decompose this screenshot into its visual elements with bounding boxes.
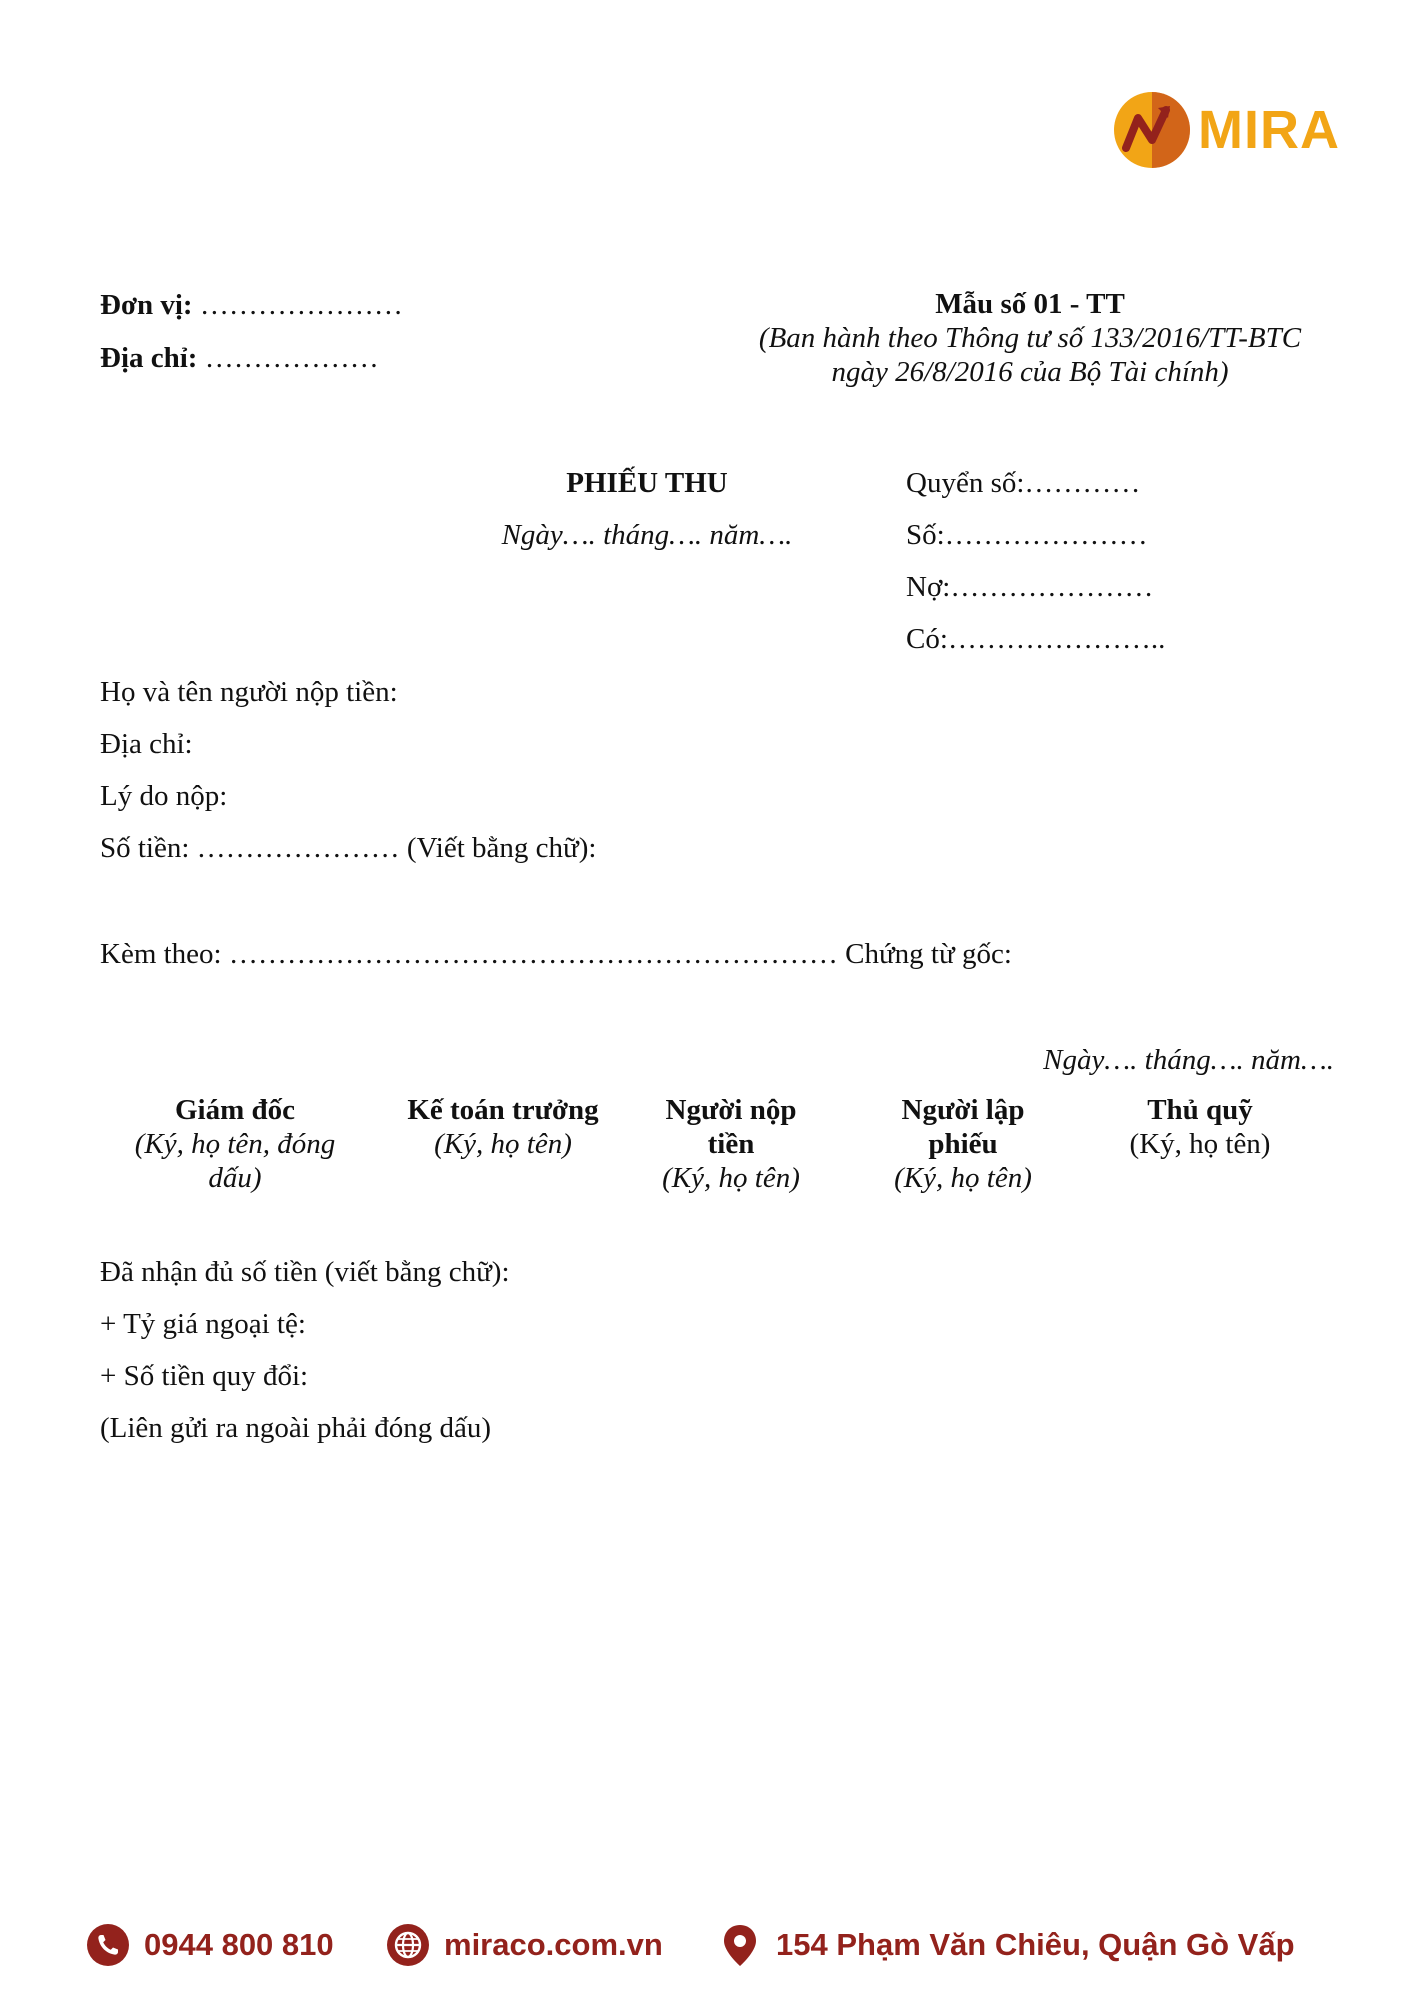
signature-note: (Ký, họ tên) xyxy=(662,1162,800,1194)
received-amount-line: Đã nhận đủ số tiền (viết bằng chữ): xyxy=(100,1256,510,1288)
form-issued-line2: ngày 26/8/2016 của Bộ Tài chính) xyxy=(831,356,1229,388)
debit-account: Nợ:………………… xyxy=(906,571,1154,603)
reason-field: Lý do nộp: xyxy=(100,780,228,812)
form-info xyxy=(700,287,1360,389)
location-pin-icon xyxy=(718,1923,762,1967)
signature-role: Người lập phiếu xyxy=(901,1094,1025,1160)
signature-role: Giám đốc xyxy=(174,1094,296,1126)
brand-logo xyxy=(1110,88,1360,172)
phone-icon xyxy=(86,1923,130,1967)
footer-phone-text: 0944 800 810 xyxy=(144,1927,334,1962)
converted-amount-line: + Số tiền quy đổi: xyxy=(100,1360,309,1392)
footer-address-text: 154 Phạm Văn Chiêu, Quận Gò Vấp xyxy=(776,1927,1295,1962)
payer-fields xyxy=(100,675,596,883)
footer-website-text: miraco.com.vn xyxy=(444,1927,663,1962)
exchange-rate-line: + Tỷ giá ngoại tệ: xyxy=(100,1308,306,1340)
address-dots: ……………… xyxy=(204,342,379,374)
voucher-meta xyxy=(906,466,1165,674)
address-label: Địa chỉ: xyxy=(100,342,198,374)
globe-icon xyxy=(386,1923,430,1967)
book-number: Quyển số:………… xyxy=(906,467,1141,499)
receipt-notes xyxy=(100,1255,510,1463)
voucher-date: Ngày…. tháng…. năm…. xyxy=(501,519,793,551)
voucher-number: Số:………………… xyxy=(906,519,1148,551)
signature-note: (Ký, họ tên) xyxy=(434,1128,572,1160)
signature-note: (Ký, họ tên) xyxy=(894,1162,1032,1194)
signature-payer xyxy=(651,1093,811,1195)
unit-line xyxy=(100,288,403,322)
logo-text: MIRA xyxy=(1198,100,1340,160)
page-title: PHIẾU THU xyxy=(566,467,728,499)
address-line xyxy=(100,341,379,375)
footer-address xyxy=(718,1920,1295,1970)
signature-note: (Ký, họ tên) xyxy=(1129,1128,1271,1160)
signature-date: Ngày…. tháng…. năm…. xyxy=(1043,1044,1334,1076)
signature-director xyxy=(120,1093,350,1195)
logo-mark-icon xyxy=(1110,88,1194,172)
footer-phone[interactable] xyxy=(86,1920,334,1970)
signature-role: Người nộp tiền xyxy=(665,1094,797,1160)
form-number: Mẫu số 01 - TT xyxy=(935,288,1125,320)
signature-role: Kế toán trưởng xyxy=(407,1094,599,1126)
signature-preparer xyxy=(878,1093,1048,1195)
signature-note: (Ký, họ tên, đóng dấu) xyxy=(134,1128,336,1194)
credit-account: Có:………………….. xyxy=(906,623,1166,655)
amount-field: Số tiền: ………………… (Viết bằng chữ): xyxy=(100,832,597,864)
signature-role: Thủ quỹ xyxy=(1147,1094,1253,1126)
footer-website[interactable] xyxy=(386,1920,663,1970)
form-issued-line1: (Ban hành theo Thông tư số 133/2016/TT-BTC xyxy=(758,322,1302,354)
payer-address-field: Địa chỉ: xyxy=(100,728,193,760)
stamp-note: (Liên gửi ra ngoài phải đóng dấu) xyxy=(100,1412,491,1444)
attachment-field: Kèm theo: ……………………………………………………… Chứng từ gốc: xyxy=(100,938,1012,970)
payer-name-field: Họ và tên người nộp tiền: xyxy=(100,676,398,708)
unit-dots: ………………… xyxy=(199,289,403,321)
signature-chief-accountant xyxy=(388,1093,618,1161)
unit-label: Đơn vị: xyxy=(100,289,193,321)
signature-cashier xyxy=(1110,1093,1290,1161)
